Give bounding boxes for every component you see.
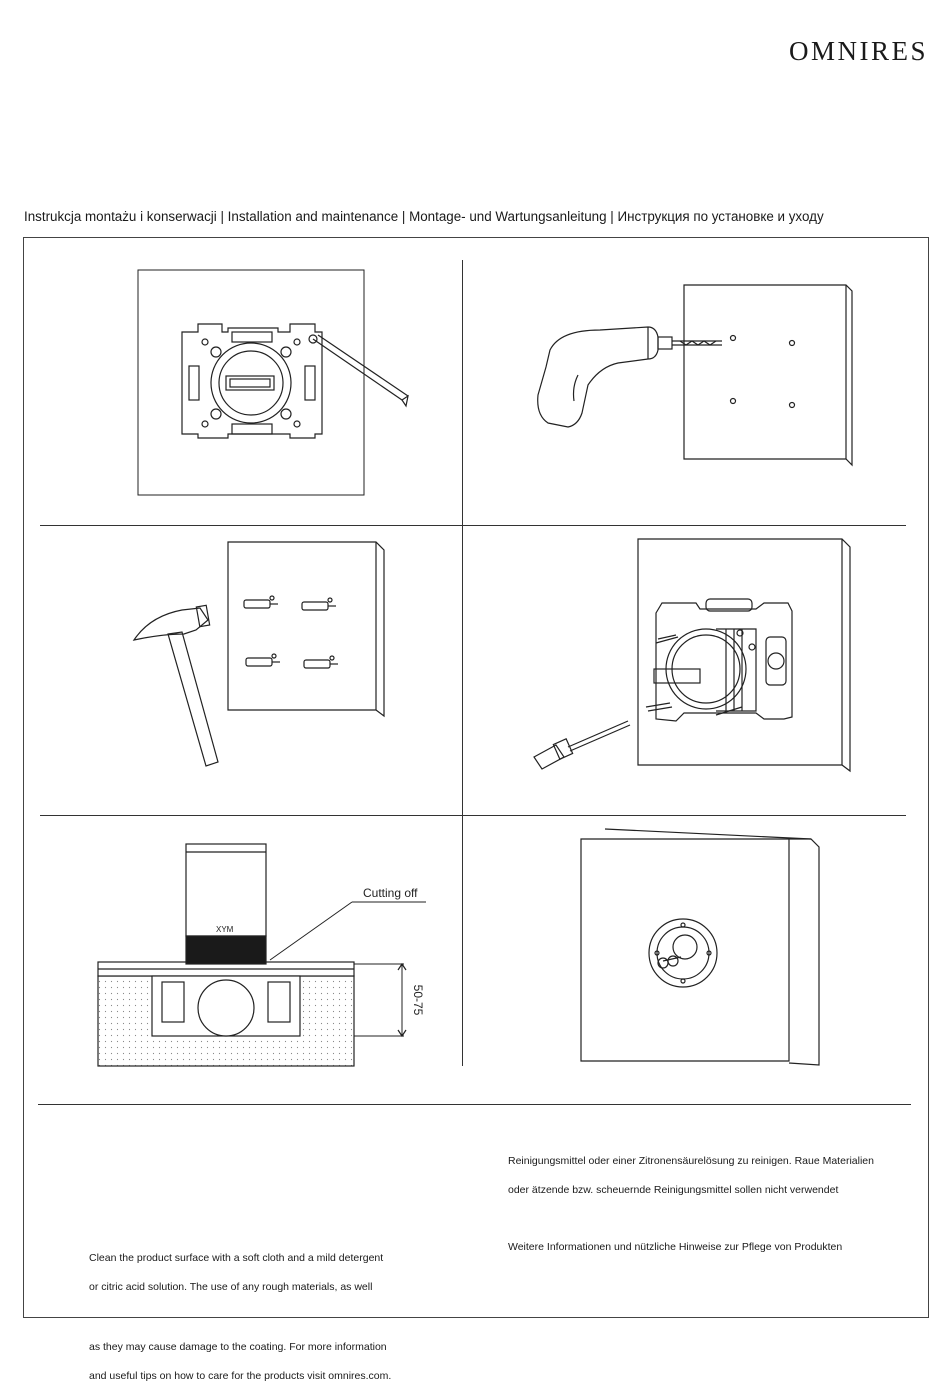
step-2-panel [530,275,870,475]
cutting-depth-icon [92,830,452,1070]
hammer-icon [120,538,400,778]
step-3-panel [120,538,400,778]
page-title: Instrukcja montażu i konserwacji | Installation and maintenance | Montage- und Wartungsanleitung | Инструкция по установке и уходу [24,209,824,224]
drill-icon [530,275,870,475]
screwdriver-icon [520,535,860,780]
panel-divider-vertical [462,260,463,1066]
panel-divider-row1 [40,525,906,526]
maintenance-de-line-3: Weitere Informationen und nützliche Hinweise zur Pflege von Produkten [508,1241,843,1253]
maintenance-de [508,1139,874,1269]
step-4-panel [520,535,860,780]
maintenance-de-line-2: oder ätzende bzw. scheuernde Reinigungsmittel sollen nicht verwendet [508,1183,839,1196]
cutting-off-label: Cutting off [363,886,418,900]
panel-divider-row2 [40,815,906,816]
panel-divider-row3 [38,1104,911,1105]
brand-logo: OMNIRES [788,36,928,66]
mounting-template-marking-icon [130,262,430,512]
maintenance-en-line-2: or citric acid solution. The use of any rough materials, as well [89,1280,373,1293]
step-1-panel [130,262,430,512]
step-6-panel [575,825,835,1070]
maintenance-en [89,1236,391,1398]
maintenance-en-line-1: Clean the product surface with a soft cloth and a mild detergent [89,1251,384,1264]
maintenance-en-line-3: as they may cause damage to the coating. For more information [89,1341,387,1353]
dimension-label: 50-75 [411,984,425,1016]
step-5-panel [92,830,452,1070]
maintenance-en-line-4: and useful tips on how to care for the products visit omnires.com. [89,1370,392,1382]
stamp-label: XYM [216,925,234,934]
maintenance-de-line-1: Reinigungsmittel oder einer Zitronensäurelösung zu reinigen. Raue Materialien [508,1154,874,1167]
finished-valve-icon [575,825,835,1070]
